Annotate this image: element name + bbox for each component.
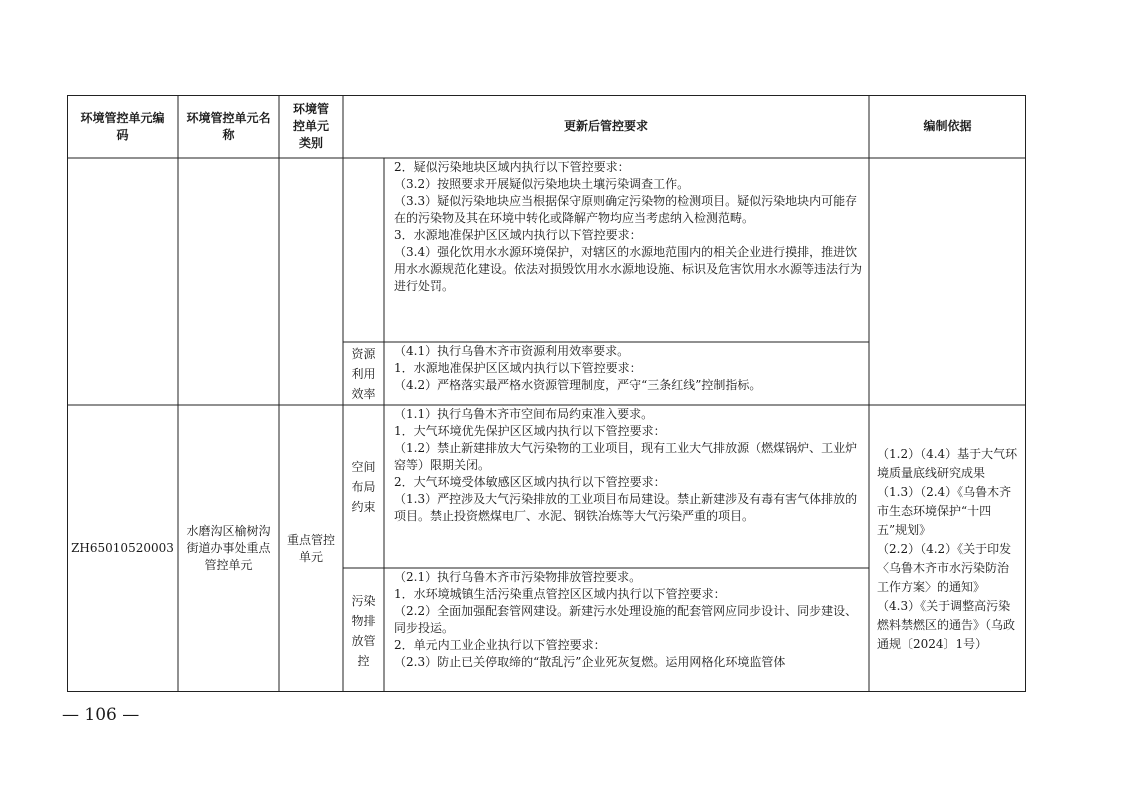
basis-line: （2.2）（4.2）《关于印发〈乌鲁木齐市水污染防治工作方案〉的通知》 — [877, 541, 1012, 594]
spatial-layout-requirements — [384, 406, 869, 568]
compilation-basis — [869, 406, 1026, 692]
requirement-line: 2．单元内工业企业执行以下管控要求： — [394, 638, 606, 652]
requirement-line: （4.2）严格落实最严格水资源管理制度，严守“三条红线”控制指标。 — [394, 378, 762, 392]
header-requirements: 更新后管控要求 — [563, 119, 648, 133]
requirement-line: 2．大气环境受体敏感区区域内执行以下管控要求： — [394, 475, 666, 489]
requirement-line: （2.3）防止已关停取缔的“散乱污”企业死灰复燃。运用网格化环境监管体 — [394, 655, 786, 669]
requirement-line: （3.2）按照要求开展疑似污染地块土壤污染调查工作。 — [394, 177, 690, 191]
requirement-line: 1．水环境城镇生活污染重点管控区区域内执行以下管控要求： — [394, 587, 726, 601]
unit-code: ZH65010520003 — [71, 541, 174, 555]
pollutant-emission-label: 污染物排放管控 — [351, 593, 376, 668]
requirement-line: 2．疑似污染地块区域内执行以下管控要求： — [394, 160, 630, 174]
requirement-line: （3.3）疑似污染地块应当根据保守原则确定污染物的检测项目。疑似污染地块内可能存在的污染物及其在环境中转化或降解产物均应当考虑纳入检测范畴。 — [394, 194, 858, 225]
pollution-requirements-continued — [384, 159, 869, 342]
unit-name: 水磨沟区榆树沟街道办事处重点管控单元 — [186, 524, 271, 572]
requirement-line: 1．水源地准保护区区域内执行以下管控要求： — [394, 361, 642, 375]
requirement-line: （1.1）执行乌鲁木齐市空间布局约束准入要求。 — [394, 407, 654, 421]
page-number: — 106 — — [62, 705, 140, 725]
requirement-line: （2.2）全面加强配套管网建设。新建污水处理设施的配套管网应同步设计、同步建设、同步投运。 — [394, 604, 858, 635]
basis-line: （1.2）（4.4）基于大气环境质量底线研究成果 — [877, 446, 1018, 480]
unit-category: 重点管控单元 — [287, 532, 336, 564]
requirement-line: （4.1）执行乌鲁木齐市资源利用效率要求。 — [394, 344, 630, 358]
header-code: 环境管控单元编码 — [80, 110, 165, 142]
requirement-line: （3.4）强化饮用水水源环境保护，对辖区的水源地范围内的相关企业进行摸排，推进饮用水水源规范化建设。依法对损毁饮用水水源地设施、标识及危害饮用水水源等违法行为进行处罚。 — [394, 245, 863, 293]
resource-efficiency-label: 资源利用效率 — [351, 347, 376, 401]
requirement-line: （2.1）执行乌鲁木齐市污染物排放管控要求。 — [394, 570, 642, 584]
basis-line: （1.3）（2.4）《乌鲁木齐市生态环境保护“十四五”规划》 — [877, 484, 1012, 537]
header-name: 环境管控单元名称 — [186, 110, 271, 142]
requirement-line: （1.2）禁止新建排放大气污染物的工业项目，现有工业大气排放源（燃煤锅炉、工业炉窑等）限期关闭。 — [394, 441, 858, 472]
basis-line: （4.3）《关于调整高污染燃料禁燃区的通告》（乌政通规〔2024〕1号） — [877, 598, 1016, 651]
pollutant-emission-requirements — [384, 569, 869, 692]
resource-efficiency-requirements — [384, 343, 869, 405]
requirement-line: 1．大气环境优先保护区区域内执行以下管控要求： — [394, 424, 666, 438]
header-category: 环境管控单元类别 — [292, 102, 329, 150]
spatial-layout-label: 空间布局约束 — [351, 460, 376, 514]
requirement-line: 3．水源地准保护区区域内执行以下管控要求： — [394, 228, 642, 242]
requirement-line: （1.3）严控涉及大气污染排放的工业项目布局建设。禁止新建涉及有毒有害气体排放的项目。禁止投资燃煤电厂、水泥、钢铁冶炼等大气污染严重的项目。 — [394, 492, 858, 523]
header-basis-label: 编制依据 — [923, 119, 972, 133]
